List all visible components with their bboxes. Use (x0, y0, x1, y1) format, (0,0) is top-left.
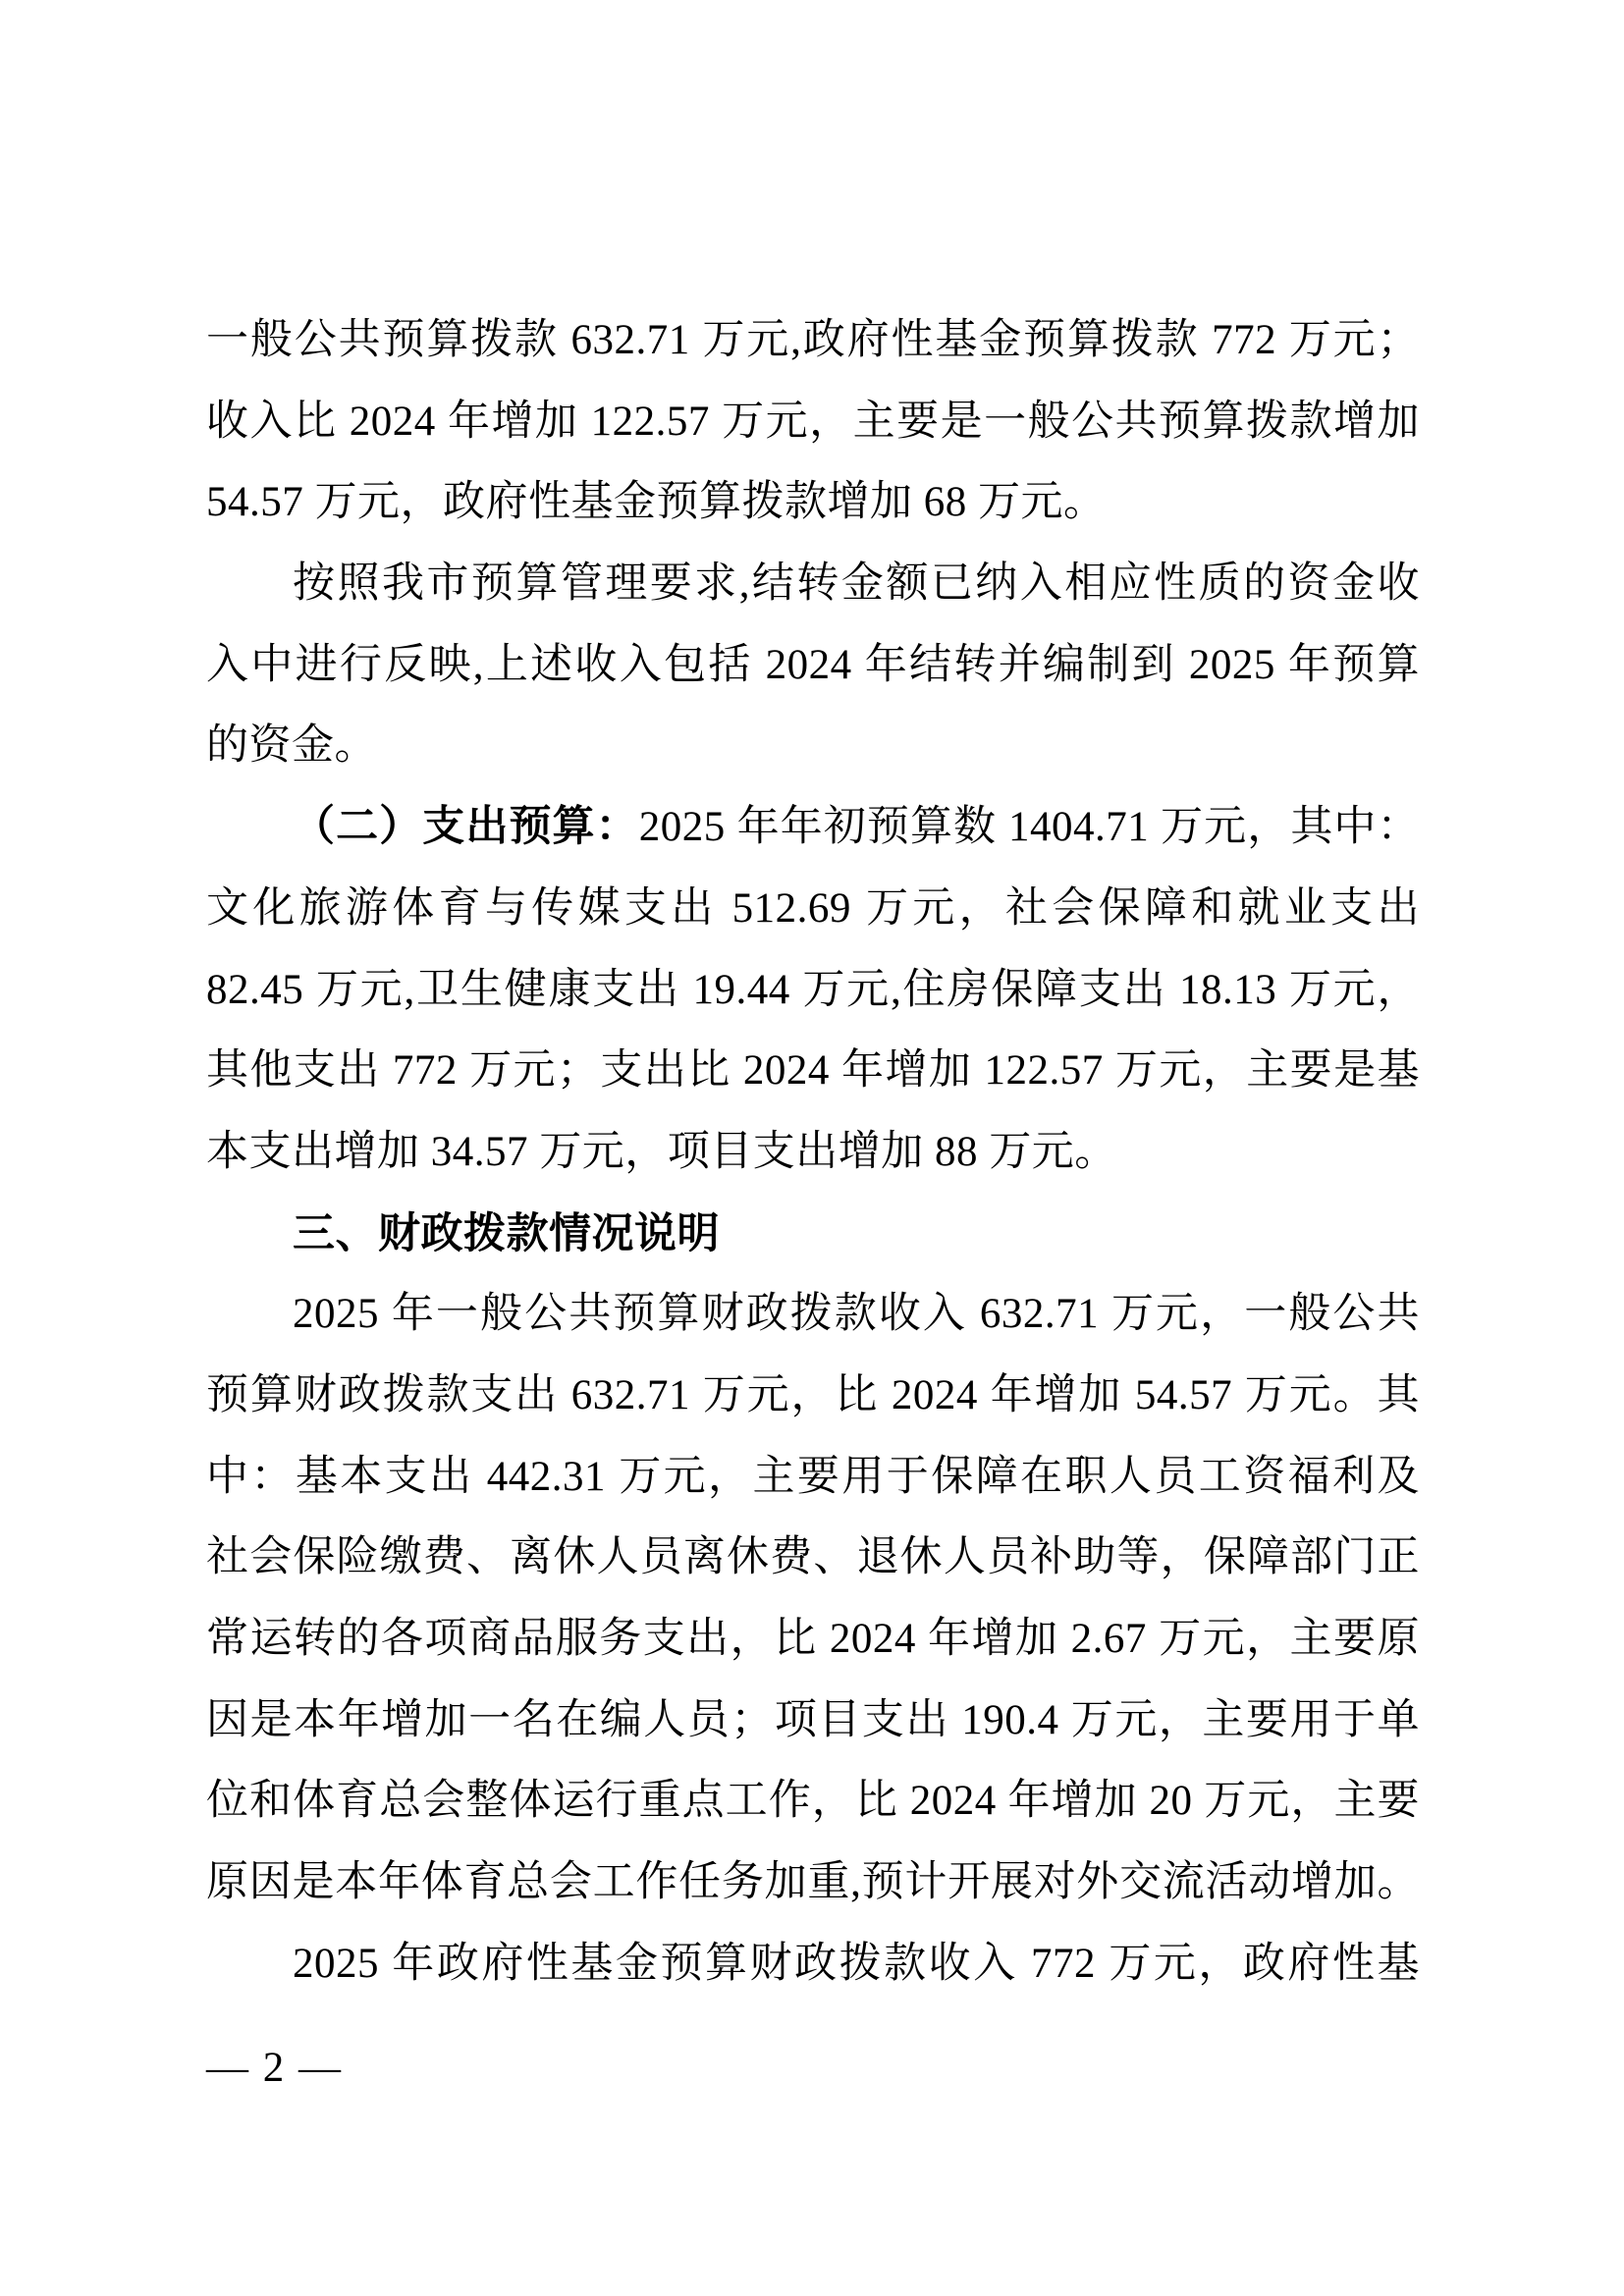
paragraph-lead: （二）支出预算： (293, 804, 639, 851)
text-line: 社会保险缴费、离休人员离休费、退休人员补助等，保障部门正 (206, 1534, 1420, 1581)
text-line: 原因是本年体育总会工作任务加重,预计开展对外交流活动增加。 (206, 1859, 1420, 1906)
text-line: 54.57 万元，政府性基金预算拨款增加 68 万元。 (206, 479, 1107, 526)
text-line: 2025 年政府性基金预算财政拨款收入 772 万元，政府性基 (293, 1940, 1420, 1987)
text-line: 2025 年一般公共预算财政拨款收入 632.71 万元，一般公共 (293, 1291, 1420, 1338)
page-number: — 2 — (206, 2045, 343, 2091)
text-line: 常运转的各项商品服务支出，比 2024 年增加 2.67 万元，主要原 (206, 1616, 1420, 1662)
text-line: 收入比 2024 年增加 122.57 万元，主要是一般公共预算拨款增加 (206, 398, 1420, 445)
page-footer (206, 2028, 343, 2109)
text-line: 82.45 万元,卫生健康支出 19.44 万元,住房保障支出 18.13 万元， (206, 966, 1420, 1013)
text-line: 本支出增加 34.57 万元，项目支出增加 88 万元。 (206, 1128, 1117, 1175)
text-line: 的资金。 (206, 722, 377, 770)
text-line: 入中进行反映,上述收入包括 2024 年结转并编制到 2025 年预算 (206, 641, 1420, 688)
text-line: （二）支出预算：2025 年年初预算数 1404.71 万元，其中： (293, 804, 1420, 851)
text-line: 预算财政拨款支出 632.71 万元，比 2024 年增加 54.57 万元。其 (206, 1371, 1420, 1418)
text-line: 因是本年增加一名在编人员；项目支出 190.4 万元，主要用于单 (206, 1696, 1420, 1743)
document-body (206, 300, 1420, 2004)
text-line: 文化旅游体育与传媒支出 512.69 万元，社会保障和就业支出 (206, 884, 1420, 932)
text-line: 按照我市预算管理要求,结转金额已纳入相应性质的资金收 (293, 561, 1420, 608)
section-heading: 三、财政拨款情况说明 (293, 1209, 720, 1257)
text-line: 中：基本支出 442.31 万元，主要用于保障在职人员工资福利及 (206, 1453, 1420, 1500)
text-line: 一般公共预算拨款 632.71 万元,政府性基金预算拨款 772 万元； (206, 317, 1420, 363)
text-line: 位和体育总会整体运行重点工作，比 2024 年增加 20 万元，主要 (206, 1778, 1420, 1825)
text-line: 其他支出 772 万元；支出比 2024 年增加 122.57 万元，主要是基 (206, 1047, 1420, 1095)
